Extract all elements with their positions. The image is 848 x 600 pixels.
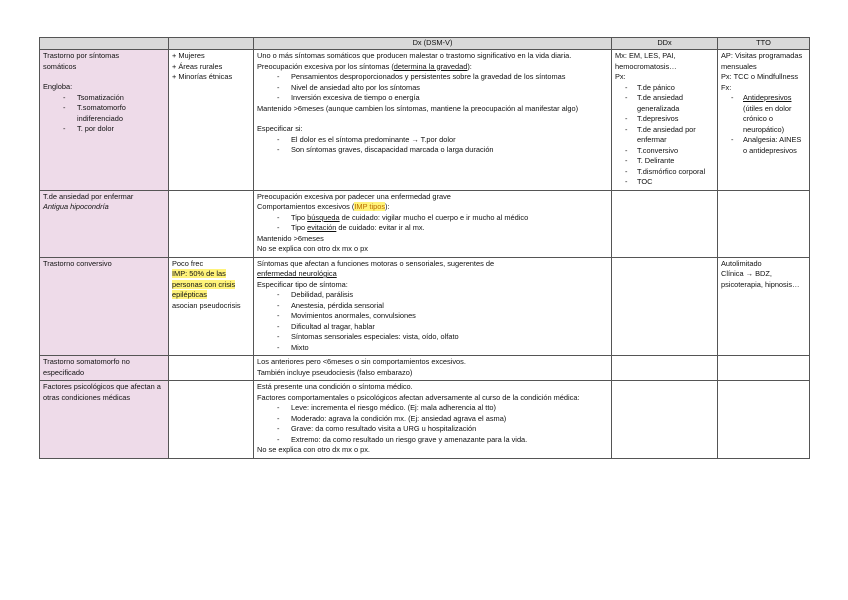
ddx-cell [612, 356, 718, 381]
dx-text: Mantenido >6meses (aunque cambien los síntomas, mantiene la preocupación al manifestar algo) [257, 103, 579, 113]
epidemiology-cell [169, 381, 254, 459]
ddx-cell [612, 190, 718, 257]
condition-name-cont: somáticos [43, 61, 77, 71]
condition-name: Trastorno por síntomas [43, 51, 120, 60]
condition-subtitle: Antigua hipocondría [43, 202, 109, 211]
condition-name: T.de ansiedad por enfermar [43, 191, 134, 201]
tto-text: Autolimitado [721, 258, 762, 268]
ddx-cell [612, 50, 718, 191]
list-item: - Antidepresivos (útiles en dolor crónico o neuropático) [721, 93, 806, 135]
list-item: - Leve: incrementa el riesgo médico. (Ej: mala adherencia al tto) [257, 403, 608, 414]
list-item: - Grave: da como resultado visita a URG u hospitalización [257, 424, 608, 435]
list-item: - Inversión excesiva de tiempo o energía [257, 93, 608, 104]
condition-name: Trastorno conversivo [43, 258, 112, 268]
table-row [40, 381, 810, 459]
list-item: - Moderado: agrava la condición mx. (Ej: ansiedad agrava el asma) [257, 414, 608, 425]
condition-cell [40, 190, 169, 257]
dx-text: Factores comportamentales o psicológicos afectan adversamente al curso de la condición médica: [257, 392, 580, 402]
ddx-list [615, 83, 714, 188]
table-row [40, 190, 810, 257]
dx-text: Está presente una condición o síntoma médico. [257, 382, 413, 391]
epi-line: + Áreas rurales [172, 61, 223, 71]
dx-text: Síntomas que afectan a funciones motoras o sensoriales, sugerentes de [257, 258, 495, 268]
dx-list [257, 213, 608, 234]
list-item: - T.depresivos [615, 114, 714, 125]
tto-list [721, 93, 806, 156]
psychiatry-summary-table [39, 37, 810, 459]
engloba-label: Engloba: [43, 82, 73, 91]
list-item: - Tsomatización [43, 93, 165, 104]
epi-highlight: IMP: 50% de las personas con crisis epilépticas [172, 269, 236, 299]
dx-list [257, 72, 608, 104]
tto-text: Px: TCC o Mindfullness [721, 72, 799, 81]
list-item: - Anestesia, pérdida sensorial [257, 301, 608, 312]
list-item: - Pensamientos desproporcionados y persistentes sobre la gravedad de los síntomas [257, 72, 608, 83]
dx-list [257, 290, 608, 353]
dx-text: enfermedad neurológica [257, 269, 337, 278]
dx-cell [254, 190, 612, 257]
tto-text: AP: Visitas programadas mensuales [721, 51, 803, 71]
dx-text: Preocupación excesiva por padecer una enfermedad grave [257, 191, 451, 201]
epidemiology-cell [169, 50, 254, 191]
list-item: - T.de ansiedad generalizada [615, 93, 714, 114]
header-dx: Dx (DSM-V) [254, 38, 612, 50]
list-item: - Son síntomas graves, discapacidad marcada o larga duración [257, 145, 608, 156]
dx-text: No se explica con otro dx mx o px [257, 244, 368, 253]
dx-cell [254, 257, 612, 356]
list-item: - T.conversivo [615, 146, 714, 157]
list-item: - Movimientos anormales, convulsiones [257, 311, 608, 322]
list-item: - T.de ansiedad por enfermar [615, 125, 714, 146]
list-item: - T. por dolor [43, 124, 165, 135]
header-condition [40, 38, 169, 50]
epidemiology-cell [169, 356, 254, 381]
dx-cell [254, 381, 612, 459]
list-item: - El dolor es el síntoma predominante → T.por dolor [257, 135, 608, 146]
list-item: - T. Delirante [615, 156, 714, 167]
dx-text: Mantenido >6meses [257, 233, 324, 243]
epidemiology-cell [169, 190, 254, 257]
list-item: - T.dismórfico corporal [615, 167, 714, 178]
table-row [40, 356, 810, 381]
tto-text: Fx: [721, 82, 732, 92]
tto-cell [718, 381, 810, 459]
list-item: - Tipo evitación de cuidado: evitar ir al mx. [257, 223, 608, 234]
list-item: - Analgesia: AINES o antidepresivos [721, 135, 806, 156]
header-epidemiology [169, 38, 254, 50]
tto-cell [718, 356, 810, 381]
condition-cell [40, 50, 169, 191]
condition-cell [40, 356, 169, 381]
dx-list [257, 135, 608, 156]
ddx-text: Px: [615, 72, 626, 81]
dx-text: Los anteriores pero <6meses o sin comportamientos excesivos. [257, 357, 466, 366]
epi-line: Poco frec [172, 258, 204, 268]
condition-name: Factores psicológicos que afectan a otras condiciones médicas [43, 382, 161, 402]
dx-text: Comportamientos excesivos (IMP tipos): [257, 202, 390, 211]
table-row [40, 257, 810, 356]
dx-text: No se explica con otro dx mx o px. [257, 445, 370, 454]
list-item: - Tipo búsqueda de cuidado: vigilar mucho el cuerpo e ir mucho al médico [257, 213, 608, 224]
tto-cell [718, 50, 810, 191]
list-item: - Dificultad al tragar, hablar [257, 322, 608, 333]
ddx-cell [612, 257, 718, 356]
tto-cell [718, 190, 810, 257]
tto-text: psicoterapia, hipnosis… [721, 279, 800, 289]
list-item: - T.somatomorfo indiferenciado [43, 103, 165, 124]
header-ddx: DDx [612, 38, 718, 50]
header-tto: TTO [718, 38, 810, 50]
dx-text: Especificar si: [257, 124, 303, 133]
table-header-row [40, 38, 810, 50]
dx-list [257, 403, 608, 445]
list-item: - T.de pánico [615, 83, 714, 94]
epidemiology-cell [169, 257, 254, 356]
ddx-text: Mx: EM, LES, PAI, hemocromatosis… [615, 51, 677, 71]
ddx-cell [612, 381, 718, 459]
list-item: - Mixto [257, 343, 608, 354]
epi-line: + Mujeres [172, 51, 205, 60]
condition-name: Trastorno somatomorfo no especificado [43, 357, 130, 377]
condition-cell [40, 257, 169, 356]
dx-text: Uno o más síntomas somáticos que producen malestar o trastorno significativo en la vida diaria. [257, 51, 572, 60]
list-item: - TOC [615, 177, 714, 188]
epi-line: + Minorías étnicas [172, 72, 233, 81]
dx-text: También incluye pseudociesis (falso embarazo) [257, 367, 413, 377]
list-item: - Nivel de ansiedad alto por los síntomas [257, 83, 608, 94]
tto-cell [718, 257, 810, 356]
dx-text: Especificar tipo de síntoma: [257, 279, 348, 289]
engloba-list [43, 93, 165, 135]
table-row [40, 50, 810, 191]
list-item: - Extremo: da como resultado un riesgo grave y amenazante para la vida. [257, 435, 608, 446]
list-item: - Debilidad, parálisis [257, 290, 608, 301]
condition-cell [40, 381, 169, 459]
list-item: - Síntomas sensoriales especiales: vista, oído, olfato [257, 332, 608, 343]
epi-line: asocian pseudocrisis [172, 300, 241, 310]
dx-cell [254, 50, 612, 191]
tto-text: Clínica → BDZ, [721, 269, 772, 278]
dx-cell [254, 356, 612, 381]
dx-text: Preocupación excesiva por los síntomas (determina la gravedad): [257, 61, 472, 71]
